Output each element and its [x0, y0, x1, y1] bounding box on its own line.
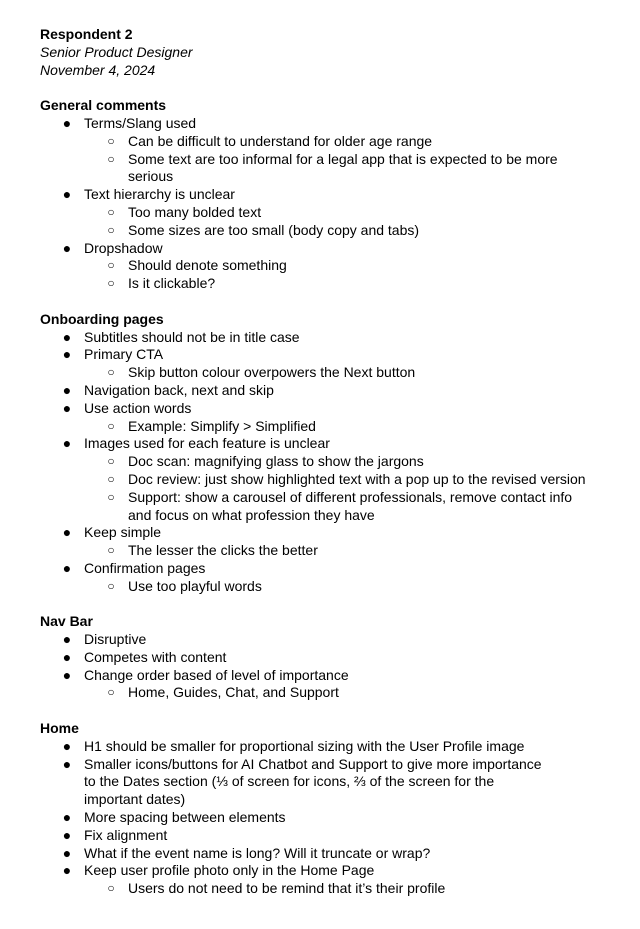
circle-bullet-icon: ○: [107, 151, 115, 166]
sub-bullet-list: [84, 133, 600, 186]
section-title: Nav Bar: [40, 613, 93, 630]
list-item-text: Keep user profile photo only in the Home Page: [84, 862, 375, 879]
circle-bullet-icon: ○: [107, 222, 115, 237]
list-item-text: Use action words: [84, 399, 192, 416]
circle-bullet-icon: ○: [107, 685, 115, 700]
list-item-text: Terms/Slang used: [84, 114, 197, 131]
sub-list-item: [84, 489, 600, 525]
bullet-icon: ●: [62, 399, 72, 416]
list-item-text: Competes with content: [84, 648, 227, 665]
circle-bullet-icon: ○: [107, 454, 115, 469]
list-item-text: Disruptive: [84, 631, 147, 648]
sub-bullet-list: [84, 542, 600, 560]
sub-list-item-text: Skip button colour overpowers the Next button: [128, 364, 416, 381]
bullet-icon: ●: [62, 239, 72, 256]
sub-bullet-list: [84, 364, 600, 382]
bullet-icon: ●: [62, 737, 72, 754]
circle-bullet-icon: ○: [107, 133, 115, 148]
circle-bullet-icon: ○: [107, 543, 115, 558]
respondent-name: Respondent 2: [40, 26, 133, 42]
list-item: [40, 738, 600, 756]
bullet-icon: ●: [62, 114, 72, 131]
sub-bullet-list: [84, 257, 600, 293]
list-item-text: More spacing between elements: [84, 809, 286, 826]
list-item-text: Text hierarchy is unclear: [84, 186, 235, 203]
list-item-text: Dropshadow: [84, 239, 163, 256]
bullet-icon: ●: [62, 826, 72, 843]
sub-list-item-text: Use too playful words: [128, 577, 262, 594]
bullet-icon: ●: [62, 559, 72, 576]
list-item: [40, 845, 600, 863]
circle-bullet-icon: ○: [107, 471, 115, 486]
sub-list-item-text: Support: show a carousel of different professionals, remove contact info and focus on what profession they have: [128, 488, 573, 523]
sub-bullet-list: [84, 204, 600, 240]
bullet-icon: ●: [62, 648, 72, 665]
section-title: Home: [40, 720, 79, 737]
list-item: [40, 809, 600, 827]
sub-bullet-list: [84, 578, 600, 596]
bullet-icon: ●: [62, 755, 72, 772]
sub-list-item: [84, 418, 600, 436]
spacer: [40, 293, 600, 311]
list-item: [40, 435, 600, 524]
sub-list-item-text: Should denote something: [128, 257, 287, 274]
sub-bullet-list: [84, 453, 600, 524]
list-item: [40, 186, 600, 239]
list-item: [40, 649, 600, 667]
bullet-icon: ●: [62, 186, 72, 203]
sub-list-item: [84, 684, 600, 702]
bullet-list: [40, 115, 600, 293]
bullet-icon: ●: [62, 862, 72, 879]
sub-list-item: [84, 880, 600, 898]
list-item-text: Smaller icons/buttons for AI Chatbot and Support to give more importance to the Dates section (⅓ of screen for icons, ⅔ of the screen for the important dates): [84, 755, 542, 808]
list-item: [40, 400, 600, 436]
sub-list-item-text: Too many bolded text: [128, 203, 262, 220]
list-item-text: Images used for each feature is unclear: [84, 435, 330, 452]
bullet-icon: ●: [62, 346, 72, 363]
sub-list-item-text: Home, Guides, Chat, and Support: [128, 684, 339, 701]
sub-list-item: [84, 133, 600, 151]
list-item: [40, 560, 600, 596]
respondent-date: November 4, 2024: [40, 61, 156, 78]
document-body: [40, 26, 600, 898]
section-title: General comments: [40, 97, 167, 114]
bullet-list: [40, 738, 600, 898]
list-item-text: H1 should be smaller for proportional sizing with the User Profile image: [84, 737, 525, 754]
sub-list-item: [84, 578, 600, 596]
sub-list-item: [84, 471, 600, 489]
sub-list-item-text: Some text are too informal for a legal app that is expected to be more serious: [128, 150, 558, 185]
bullet-icon: ●: [62, 381, 72, 398]
list-item: [40, 827, 600, 845]
list-item: [40, 524, 600, 560]
list-item-text: Change order based of level of importance: [84, 666, 349, 683]
sub-list-item: [84, 204, 600, 222]
list-item: [40, 631, 600, 649]
sub-list-item-text: Doc review: just show highlighted text with a pop up to the revised version: [128, 470, 586, 487]
sections-container: [40, 97, 600, 898]
sub-list-item: [84, 364, 600, 382]
circle-bullet-icon: ○: [107, 881, 115, 896]
sub-list-item: [84, 257, 600, 275]
sub-list-item-text: Example: Simplify > Simplified: [128, 417, 316, 434]
bullet-icon: ●: [62, 666, 72, 683]
bullet-icon: ●: [62, 328, 72, 345]
respondent-role: Senior Product Designer: [40, 43, 193, 60]
bullet-icon: ●: [62, 524, 72, 541]
sub-list-item: [84, 453, 600, 471]
list-item: [40, 115, 600, 186]
circle-bullet-icon: ○: [107, 204, 115, 219]
bullet-icon: ●: [62, 809, 72, 826]
bullet-icon: ●: [62, 631, 72, 648]
sub-list-item: [84, 542, 600, 560]
list-item: [40, 346, 600, 382]
list-item-text: Subtitles should not be in title case: [84, 328, 300, 345]
list-item-text: Primary CTA: [84, 346, 164, 363]
list-item-text: Keep simple: [84, 524, 162, 541]
circle-bullet-icon: ○: [107, 258, 115, 273]
sub-bullet-list: [84, 418, 600, 436]
bullet-icon: ●: [62, 435, 72, 452]
sub-list-item-text: Some sizes are too small (body copy and tabs): [128, 221, 420, 238]
sub-list-item: [84, 222, 600, 240]
list-item-text: Fix alignment: [84, 826, 168, 843]
spacer: [40, 596, 600, 614]
sub-bullet-list: [84, 684, 600, 702]
sub-list-item: [84, 275, 600, 293]
sub-list-item-text: Doc scan: magnifying glass to show the jargons: [128, 453, 424, 470]
circle-bullet-icon: ○: [107, 578, 115, 593]
list-item-text: Confirmation pages: [84, 559, 206, 576]
spacer: [40, 79, 600, 97]
list-item: [40, 382, 600, 400]
section-title: Onboarding pages: [40, 310, 164, 327]
list-item: [40, 667, 600, 703]
bullet-icon: ●: [62, 844, 72, 861]
list-item: [40, 329, 600, 347]
circle-bullet-icon: ○: [107, 365, 115, 380]
sub-list-item-text: Is it clickable?: [128, 275, 216, 292]
list-item: [40, 862, 600, 898]
sub-list-item-text: Can be difficult to understand for older age range: [128, 132, 433, 149]
circle-bullet-icon: ○: [107, 276, 115, 291]
sub-bullet-list: [84, 880, 600, 898]
sub-list-item: [84, 151, 600, 187]
list-item: [40, 756, 600, 809]
sub-list-item-text: Users do not need to be remind that it’s their profile: [128, 880, 446, 897]
spacer: [40, 702, 600, 720]
list-item: [40, 240, 600, 293]
bullet-list: [40, 329, 600, 596]
circle-bullet-icon: ○: [107, 418, 115, 433]
bullet-list: [40, 631, 600, 702]
sub-list-item-text: The lesser the clicks the better: [128, 542, 318, 559]
list-item-text: What if the event name is long? Will it truncate or wrap?: [84, 844, 431, 861]
list-item-text: Navigation back, next and skip: [84, 381, 274, 398]
circle-bullet-icon: ○: [107, 489, 115, 504]
